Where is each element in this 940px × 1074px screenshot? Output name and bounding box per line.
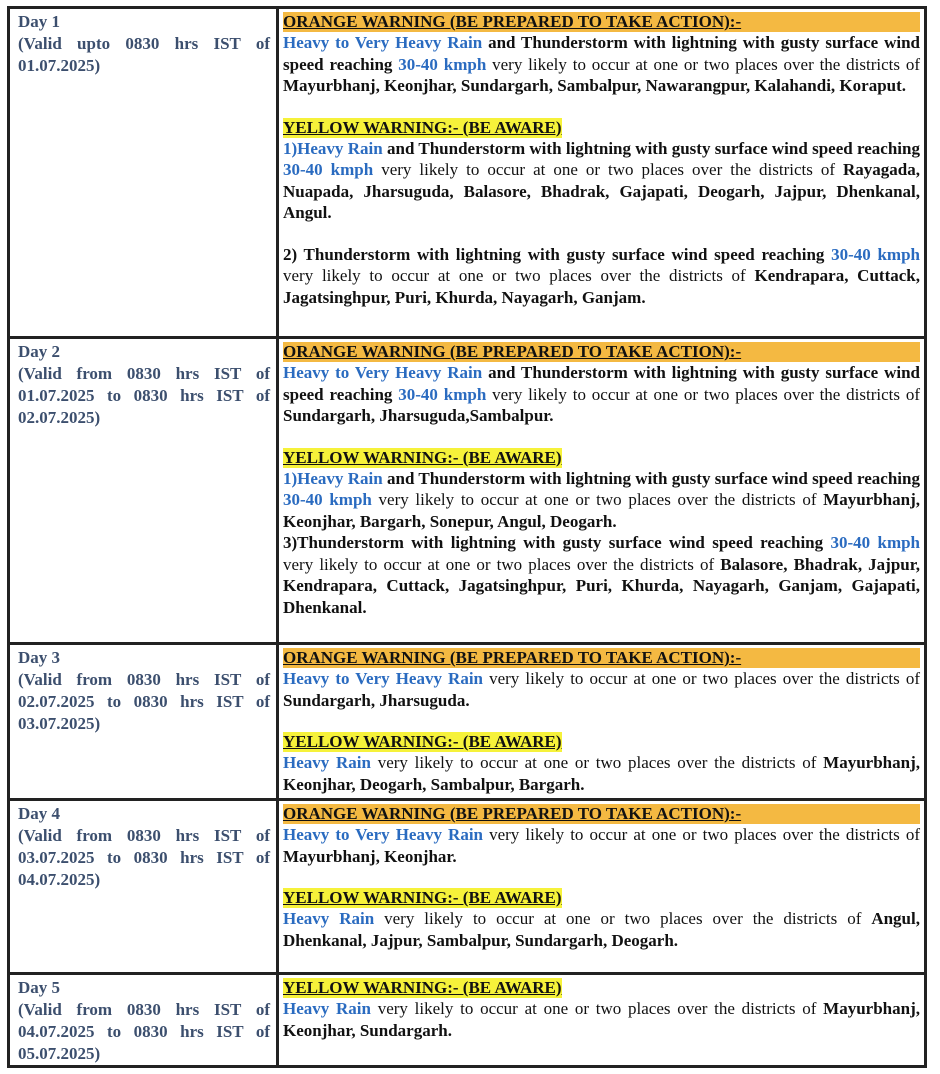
- yellow-warning-heading: YELLOW WARNING:- (BE AWARE): [283, 447, 562, 467]
- day-row: [9, 800, 926, 974]
- yellow-warning-heading: YELLOW WARNING:- (BE AWARE): [283, 732, 562, 751]
- orange-warning-heading: ORANGE WARNING (BE PREPARED TO TAKE ACTION):-: [283, 648, 920, 668]
- day-row: [9, 644, 926, 800]
- yellow-warning-heading: YELLOW WARNING:- (BE AWARE): [283, 888, 562, 907]
- day-cell: [9, 800, 278, 974]
- day-validity: (Valid from 0830 hrs IST of 02.07.2025 to 0830 hrs IST of 03.07.2025): [18, 670, 270, 733]
- day-title: Day 2: [18, 342, 61, 361]
- day-cell: [9, 974, 278, 1067]
- day-title: Day 4: [18, 804, 61, 823]
- day-validity: (Valid from 0830 hrs IST of 04.07.2025 to 0830 hrs IST of 05.07.2025): [18, 1000, 270, 1063]
- yellow-warning-text: 1)Heavy Rain and Thunderstorm with lightning with gusty surface wind speed reaching 30-40 kmph very likely to occur at one or two places over the districts of Rayagada, Nuapada, Jharsuguda, Balasore, Bhadrak, Gajapati, Deogarh, Jajpur, Dhenkanal, Angul.: [283, 138, 920, 222]
- day-row: [9, 338, 926, 644]
- yellow-warning-text: Heavy Rain very likely to occur at one or two places over the districts of Mayurbhanj, Keonjhar, Deogarh, Sambalpur, Bargarh.: [283, 753, 920, 794]
- yellow-warning-heading: YELLOW WARNING:- (BE AWARE): [283, 978, 562, 997]
- yellow-warning-text: Heavy Rain very likely to occur at one or two places over the districts of Angul, Dhenkanal, Jajpur, Sambalpur, Sundargarh, Deogarh.: [283, 909, 920, 950]
- orange-warning-text: Heavy to Very Heavy Rain and Thunderstorm with lightning with gusty surface wind speed reaching 30-40 kmph very likely to occur at one or two places over the districts of Mayurbhanj, Keonjhar, Sundargarh, Sambalpur, Nawarangpur, Kalahandi, Koraput.: [283, 33, 921, 95]
- day-row: [9, 8, 926, 338]
- orange-warning-text: Heavy to Very Heavy Rain very likely to occur at one or two places over the districts of Sundargarh, Jharsuguda.: [283, 669, 920, 710]
- orange-warning-heading: ORANGE WARNING (BE PREPARED TO TAKE ACTION):-: [283, 804, 920, 824]
- yellow-warning-text: 1)Heavy Rain and Thunderstorm with lightning with gusty surface wind speed reaching 30-40 kmph very likely to occur at one or two places over the districts of Mayurbhanj, Keonjhar, Bargarh, Sonepur, Angul, Deogarh.: [283, 468, 920, 531]
- yellow-warning-heading: YELLOW WARNING:- (BE AWARE): [283, 117, 562, 137]
- day-title: Day 3: [18, 648, 61, 667]
- day-title: Day 1: [18, 12, 61, 31]
- warning-cell: [278, 644, 926, 800]
- warning-cell: [278, 8, 926, 338]
- day-cell: [9, 8, 278, 338]
- orange-warning-heading: ORANGE WARNING (BE PREPARED TO TAKE ACTION):-: [283, 12, 920, 32]
- warning-cell: [278, 800, 926, 974]
- warning-cell: [278, 974, 926, 1067]
- orange-warning-text: Heavy to Very Heavy Rain very likely to occur at one or two places over the districts of Mayurbhanj, Keonjhar.: [283, 825, 920, 866]
- yellow-warning-text: 2) Thunderstorm with lightning with gusty surface wind speed reaching 30-40 kmph very likely to occur at one or two places over the districts of Kendrapara, Cuttack, Jagatsinghpur, Puri, Khurda, Nayagarh, Ganjam.: [283, 244, 920, 307]
- day-validity: (Valid from 0830 hrs IST of 03.07.2025 to 0830 hrs IST of 04.07.2025): [18, 826, 270, 889]
- warning-cell: [278, 338, 926, 644]
- day-title: Day 5: [18, 978, 61, 997]
- day-validity: (Valid from 0830 hrs IST of 01.07.2025 to 0830 hrs IST of 02.07.2025): [18, 364, 270, 427]
- day-cell: [9, 338, 278, 644]
- yellow-warning-text: 3)Thunderstorm with lightning with gusty surface wind speed reaching 30-40 kmph very likely to occur at one or two places over the districts of Balasore, Bhadrak, Jajpur, Kendrapara, Cuttack, Jagatsinghpur, Puri, Khurda, Nayagarh, Ganjam, Gajapati, Dhenkanal.: [283, 533, 921, 617]
- orange-warning-heading: ORANGE WARNING (BE PREPARED TO TAKE ACTION):-: [283, 342, 920, 362]
- orange-warning-text: Heavy to Very Heavy Rain and Thunderstorm with lightning with gusty surface wind speed reaching 30-40 kmph very likely to occur at one or two places over the districts of Sundargarh, Jharsuguda,Sambalpur.: [283, 363, 921, 425]
- day-row: [9, 974, 926, 1067]
- day-validity: (Valid upto 0830 hrs IST of 01.07.2025): [18, 34, 270, 75]
- district-warning-table: [7, 6, 927, 1068]
- day-cell: [9, 644, 278, 800]
- yellow-warning-text: Heavy Rain very likely to occur at one or two places over the districts of Mayurbhanj, Keonjhar, Sundargarh.: [283, 999, 920, 1040]
